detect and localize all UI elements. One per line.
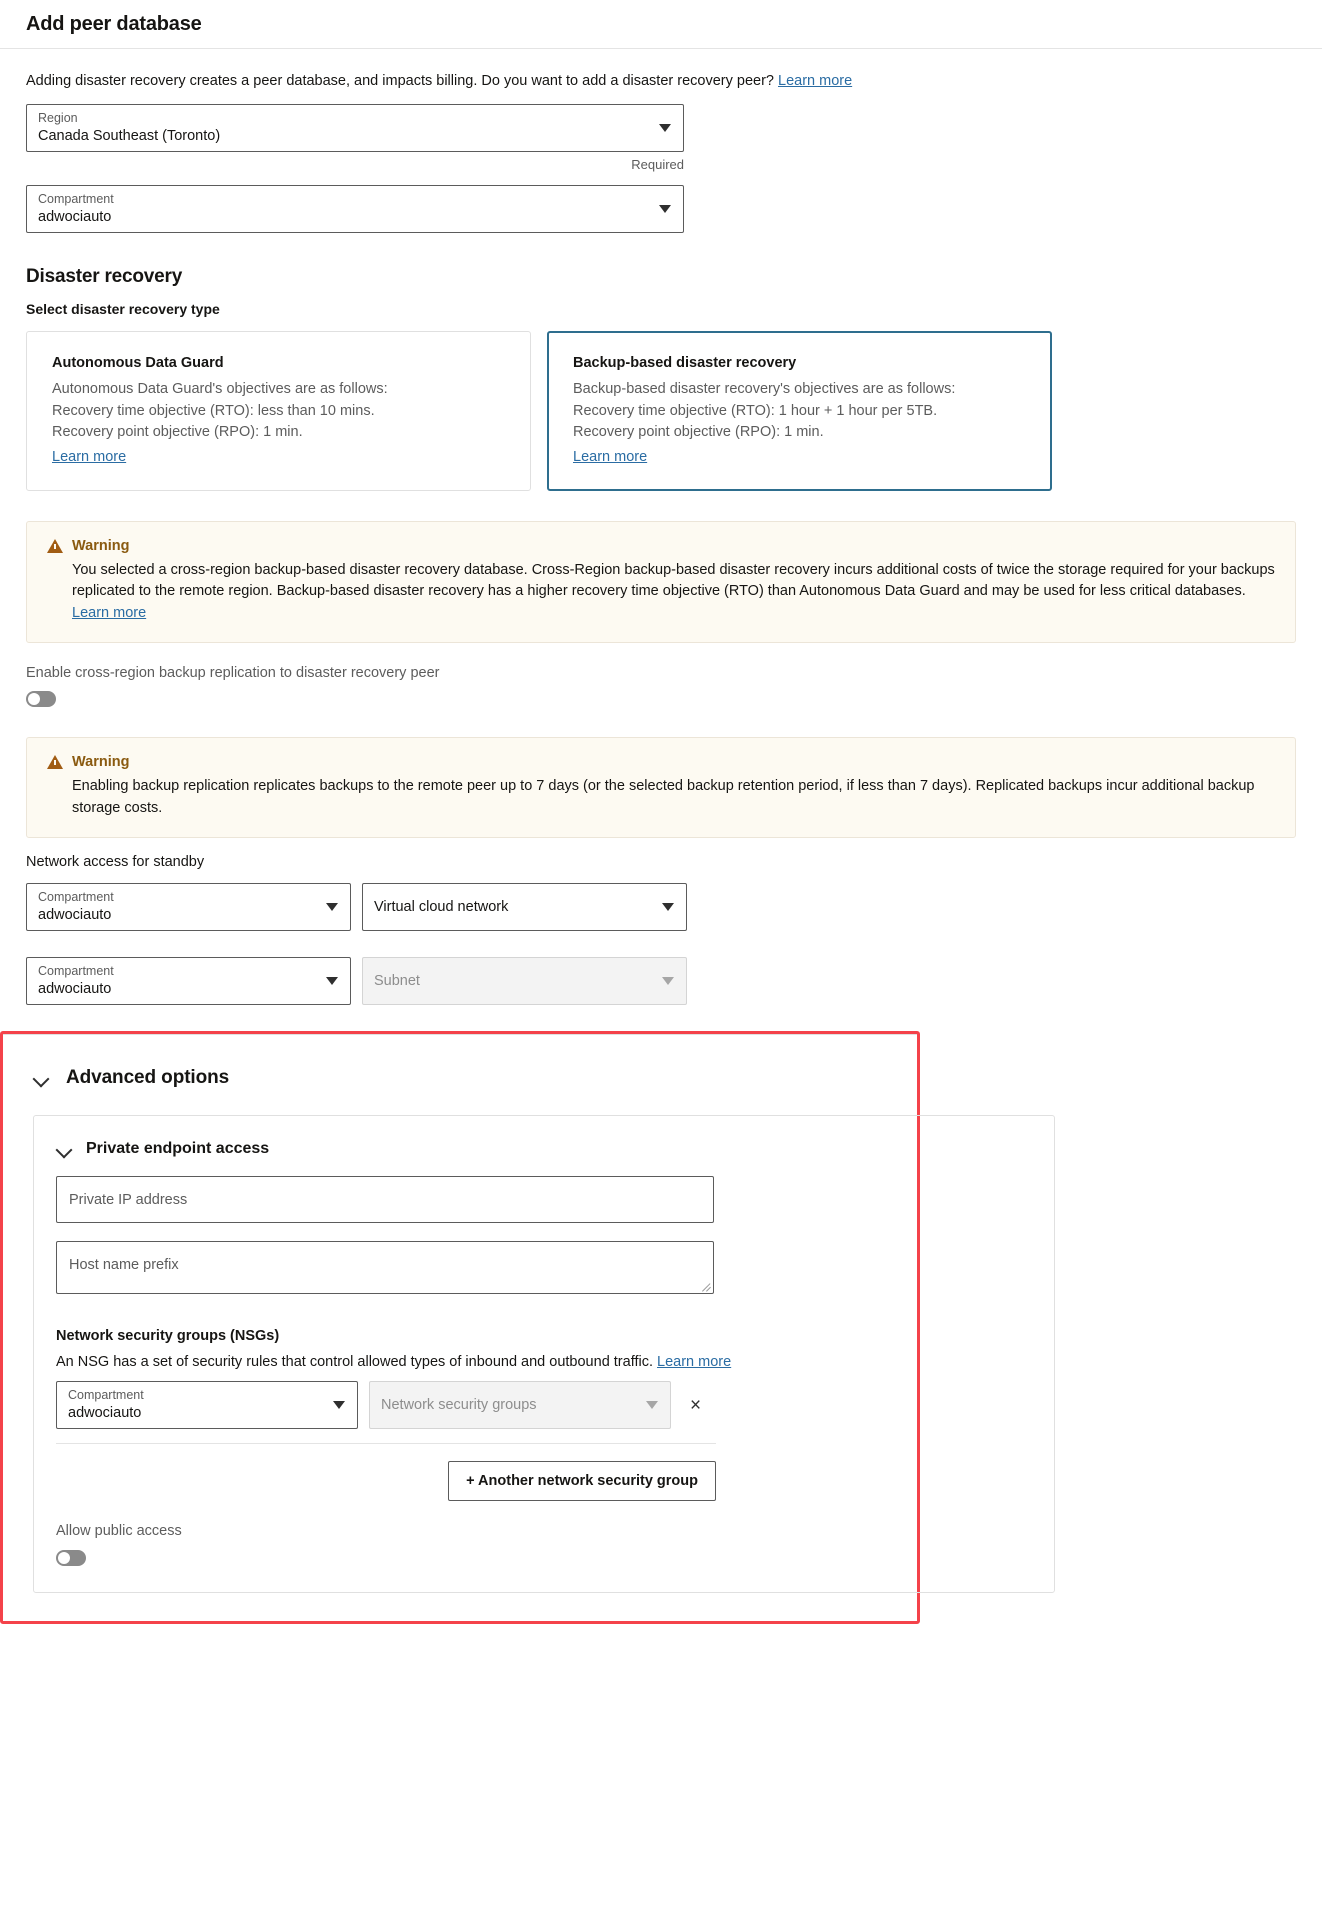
nsg-compartment-value: adwociauto [68, 1405, 142, 1421]
disaster-recovery-heading: Disaster recovery [26, 266, 183, 287]
chevron-down-icon [33, 1070, 49, 1086]
nsg-groups-placeholder: Network security groups [381, 1397, 537, 1413]
dr-type-cards [26, 331, 1296, 491]
chevron-down-icon [646, 1401, 658, 1409]
dr-card-backup-based-disaster-recovery[interactable] [547, 331, 1052, 491]
vcn-select[interactable] [362, 883, 687, 931]
nsg-compartment-label: Compartment [68, 1388, 144, 1402]
warning-header [47, 754, 1275, 770]
subnet-select[interactable] [362, 957, 687, 1005]
nsg-row [56, 1381, 1032, 1429]
chevron-down-icon [333, 1401, 345, 1409]
warning-body [47, 776, 1275, 819]
dr-card-line1: Autonomous Data Guard's objectives are as follows: [52, 381, 388, 397]
standby-compartment-select-1[interactable] [26, 883, 351, 931]
chevron-down-icon [662, 977, 674, 985]
nsg-title: Network security groups (NSGs) [56, 1328, 280, 1344]
compartment-select[interactable] [26, 185, 684, 233]
host-name-prefix-input[interactable] [56, 1241, 714, 1294]
subnet-placeholder: Subnet [374, 973, 420, 989]
nsg-button-row [56, 1461, 716, 1501]
standby-compartment-label: Compartment [38, 964, 114, 978]
dr-card-line1: Backup-based disaster recovery's objectives are as follows: [573, 381, 956, 397]
nsg-divider [56, 1443, 716, 1444]
dr-card-title: Backup-based disaster recovery [573, 355, 797, 371]
advanced-options-highlight [0, 1031, 920, 1624]
advanced-options-header[interactable] [3, 1067, 917, 1089]
warning-banner-backup-replication [26, 737, 1296, 838]
warning-triangle-icon [47, 755, 63, 769]
private-endpoint-title: Private endpoint access [86, 1140, 270, 1157]
private-endpoint-header[interactable] [56, 1140, 1032, 1158]
remove-nsg-icon[interactable]: × [690, 1394, 702, 1416]
replication-toggle[interactable] [26, 691, 56, 707]
private-endpoint-panel [33, 1115, 1055, 1593]
network-access-row-2 [26, 944, 1296, 1005]
dr-card-line2: Recovery time objective (RTO): 1 hour + 1 hour per 5TB. [573, 402, 938, 419]
compartment-select-label: Compartment [38, 192, 114, 206]
nsg-description-text: An NSG has a set of security rules that control allowed types of inbound and outbound traffic. [56, 1354, 653, 1370]
chevron-down-icon [326, 977, 338, 985]
warning-line-2: additional costs of twice the storage required for your backups replicated to the remote region. Backup-based disaster recovery has a [72, 561, 1275, 599]
network-access-label: Network access for standby [26, 854, 205, 870]
vcn-placeholder: Virtual cloud network [374, 899, 509, 915]
warning-title: Warning [72, 537, 130, 554]
nsg-compartment-select[interactable] [56, 1381, 358, 1429]
warning-line-1: Enabling backup replication replicates backups to the remote peer up to 7 days (or the selected backup retention period, if less than [72, 778, 916, 794]
dr-card-title: Autonomous Data Guard [52, 355, 224, 371]
region-select[interactable] [26, 104, 684, 152]
resize-handle-icon[interactable] [702, 1282, 711, 1291]
warning-body [47, 560, 1275, 625]
dr-card-line2: Recovery time objective (RTO): less than 10 mins. [52, 402, 375, 419]
nsg-groups-select[interactable] [369, 1381, 671, 1429]
allow-public-access-toggle[interactable] [56, 1550, 86, 1566]
warning-learn-more-link[interactable]: Learn more [72, 604, 147, 621]
chevron-down-icon [326, 903, 338, 911]
warning-line-2: 7 days). Replicated backups incur additional backup storage costs. [72, 778, 1255, 816]
intro-label: Adding disaster recovery creates a peer database, and impacts billing. Do you want to add a disaster recovery peer? [26, 73, 774, 89]
host-name-prefix-placeholder: Host name prefix [69, 1257, 179, 1273]
page-title: Add peer database [26, 12, 202, 35]
intro-learn-more-link[interactable]: Learn more [778, 73, 853, 89]
network-access-row-1 [26, 870, 1296, 931]
warning-banner-cross-region [26, 521, 1296, 644]
warning-title: Warning [72, 754, 130, 770]
chevron-down-icon [659, 124, 671, 132]
warning-line-3: higher recovery time objective (RTO) than Autonomous Data Guard and may be used for less critical databases. [527, 583, 1246, 599]
dialog-body [0, 71, 1322, 1624]
chevron-down-icon [56, 1141, 72, 1157]
region-select-label: Region [38, 111, 78, 125]
private-ip-address-input[interactable] [56, 1176, 714, 1223]
intro-text [26, 71, 1296, 91]
add-another-nsg-button[interactable]: + Another network security group [448, 1461, 716, 1501]
warning-header [47, 538, 1275, 554]
region-required-note: Required [631, 157, 684, 172]
warning-line-1: You selected a cross-region backup-based disaster recovery database. Cross-Region backup-based disaster recovery incurs [72, 561, 873, 578]
nsg-learn-more-link[interactable]: Learn more [657, 1354, 732, 1370]
standby-compartment-select-2[interactable] [26, 957, 351, 1005]
dr-card-line3: Recovery point objective (RPO): 1 min. [52, 424, 303, 440]
dr-card-line3: Recovery point objective (RPO): 1 min. [573, 424, 824, 440]
standby-compartment-label: Compartment [38, 890, 114, 904]
dr-card-autonomous-data-guard[interactable] [26, 331, 531, 491]
select-dr-type-label: Select disaster recovery type [26, 301, 220, 317]
private-ip-address-placeholder: Private IP address [69, 1191, 188, 1208]
standby-compartment-value: adwociauto [38, 981, 112, 997]
advanced-options-title: Advanced options [66, 1067, 230, 1088]
region-select-value: Canada Southeast (Toronto) [38, 128, 221, 144]
dr-card-learn-more-link[interactable]: Learn more [52, 448, 127, 465]
warning-triangle-icon [47, 539, 63, 553]
dr-card-learn-more-link[interactable]: Learn more [573, 448, 648, 465]
advanced-options-section [3, 1034, 917, 1621]
replication-toggle-label: Enable cross-region backup replication to disaster recovery peer [26, 665, 440, 681]
compartment-select-value: adwociauto [38, 209, 112, 225]
standby-compartment-value: adwociauto [38, 907, 112, 923]
chevron-down-icon [662, 903, 674, 911]
allow-public-access-label: Allow public access [56, 1523, 182, 1539]
dialog-header [0, 0, 1322, 49]
chevron-down-icon [659, 205, 671, 213]
nsg-description [56, 1354, 1032, 1370]
